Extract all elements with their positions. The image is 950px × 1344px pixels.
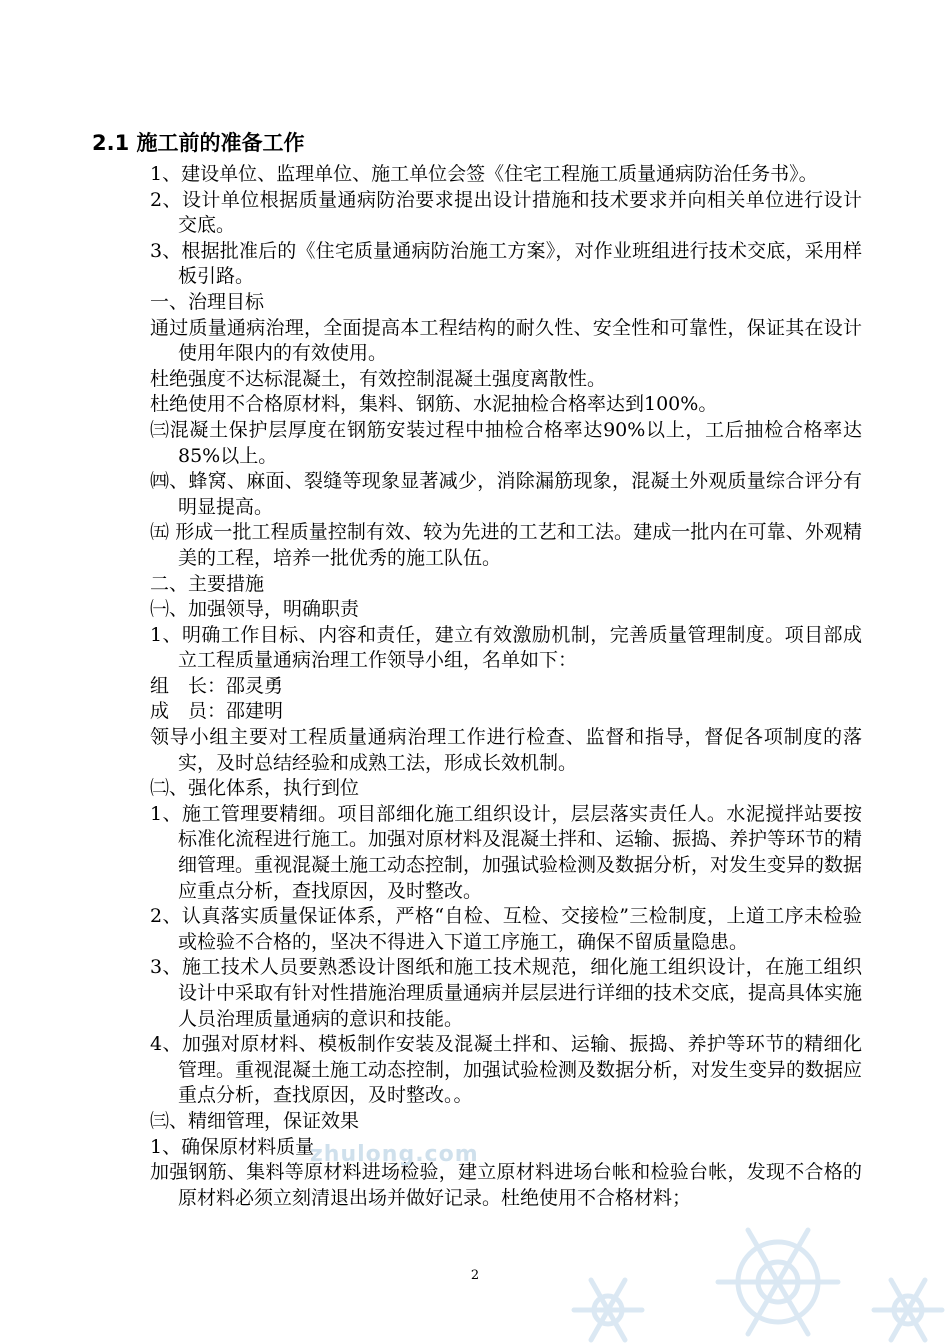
paragraph: 加强钢筋、集料等原材料进场检验，建立原材料进场台帐和检验台帐，发现不合格的原材料必须立刻清退出场并做好记录。杜绝使用不合格材料；	[150, 1161, 862, 1209]
paragraph: 2、认真落实质量保证体系，严格“自检、互检、交接检”三检制度，上道工序未检验或检验不合格的，坚决不得进入下道工序施工，确保不留质量隐患。	[150, 905, 862, 953]
paragraph: 领导小组主要对工程质量通病治理工作进行检查、监督和指导，督促各项制度的落实，及时总结经验和成熟工法，形成长效机制。	[150, 726, 862, 774]
paragraph: 3、根据批准后的《住宅质量通病防治施工方案》，对作业班组进行技术交底，采用样板引路。	[150, 239, 862, 288]
body-text	[150, 162, 862, 1211]
paragraph: 4、加强对原材料、模板制作安装及混凝土拌和、运输、振捣、养护等环节的精细化管理。重视混凝土施工动态控制，加强试验检测及数据分析，对发生变异的数据应重点分析，查找原因，及时整改。。	[150, 1033, 863, 1107]
paragraph: ㈤ 形成一批工程质量控制有效、较为先进的工艺和工法。建成一批内在可靠、外观精美的工程，培养一批优秀的施工队伍。	[150, 521, 862, 569]
paragraph: 通过质量通病治理，全面提高本工程结构的耐久性、安全性和可靠性，保证其在设计使用年限内的有效使用。	[150, 316, 862, 365]
paragraph: 2、设计单位根据质量通病防治要求提出设计措施和技术要求并向相关单位进行设计交底。	[150, 188, 862, 237]
page-number: 2	[470, 1268, 480, 1283]
watermark: zhulong.com	[310, 1142, 479, 1167]
paragraph: 二、主要措施	[150, 572, 265, 595]
paragraph: 1、确保原材料质量	[150, 1135, 315, 1158]
paragraph: ㈢、精细管理，保证效果	[150, 1109, 360, 1132]
paragraph: 1、明确工作目标、内容和责任，建立有效激励机制，完善质量管理制度。项目部成立工程质量通病治理工作领导小组，名单如下：	[150, 623, 862, 672]
paragraph: ㈡、强化体系，执行到位	[150, 777, 360, 800]
paragraph: 一、治理目标	[150, 290, 265, 313]
paragraph: 成 员：邵建明	[150, 700, 284, 723]
paragraph: 杜绝使用不合格原材料，集料、钢筋、水泥抽检合格率达到100%。	[150, 393, 718, 416]
paragraph: 1、施工管理要精细。项目部细化施工组织设计，层层落实责任人。水泥搅拌站要按标准化流程进行施工。加强对原材料及混凝土拌和、运输、振捣、养护等环节的精细管理。重视混凝土施工动态控制，加强试验检测及数据分析，对发生变异的数据应重点分析，查找原因，及时整改。	[150, 802, 863, 902]
paragraph: 3、施工技术人员要熟悉设计图纸和施工技术规范，细化施工组织设计，在施工组织设计中采取有针对性措施治理质量通病并层层进行详细的技术交底，提高具体实施人员治理质量通病的意识和技能。	[150, 956, 863, 1030]
paragraph: ㈠、加强领导，明确职责	[150, 598, 360, 621]
section-heading: 2.1 施工前的准备工作	[92, 131, 305, 155]
paragraph: 1、建设单位、监理单位、施工单位会签《住宅工程施工质量通病防治任务书》。	[150, 163, 818, 185]
paragraph: 杜绝强度不达标混凝土，有效控制混凝土强度离散性。	[150, 367, 607, 390]
paragraph: ㈢混凝土保护层厚度在钢筋安装过程中抽检合格率达90%以上，工后抽检合格率达85%以上。	[150, 418, 862, 467]
paragraph: 组 长：邵灵勇	[150, 674, 284, 697]
paragraph: ㈣、蜂窝、麻面、裂缝等现象显著减少，消除漏筋现象，混凝土外观质量综合评分有明显提高。	[150, 470, 862, 518]
